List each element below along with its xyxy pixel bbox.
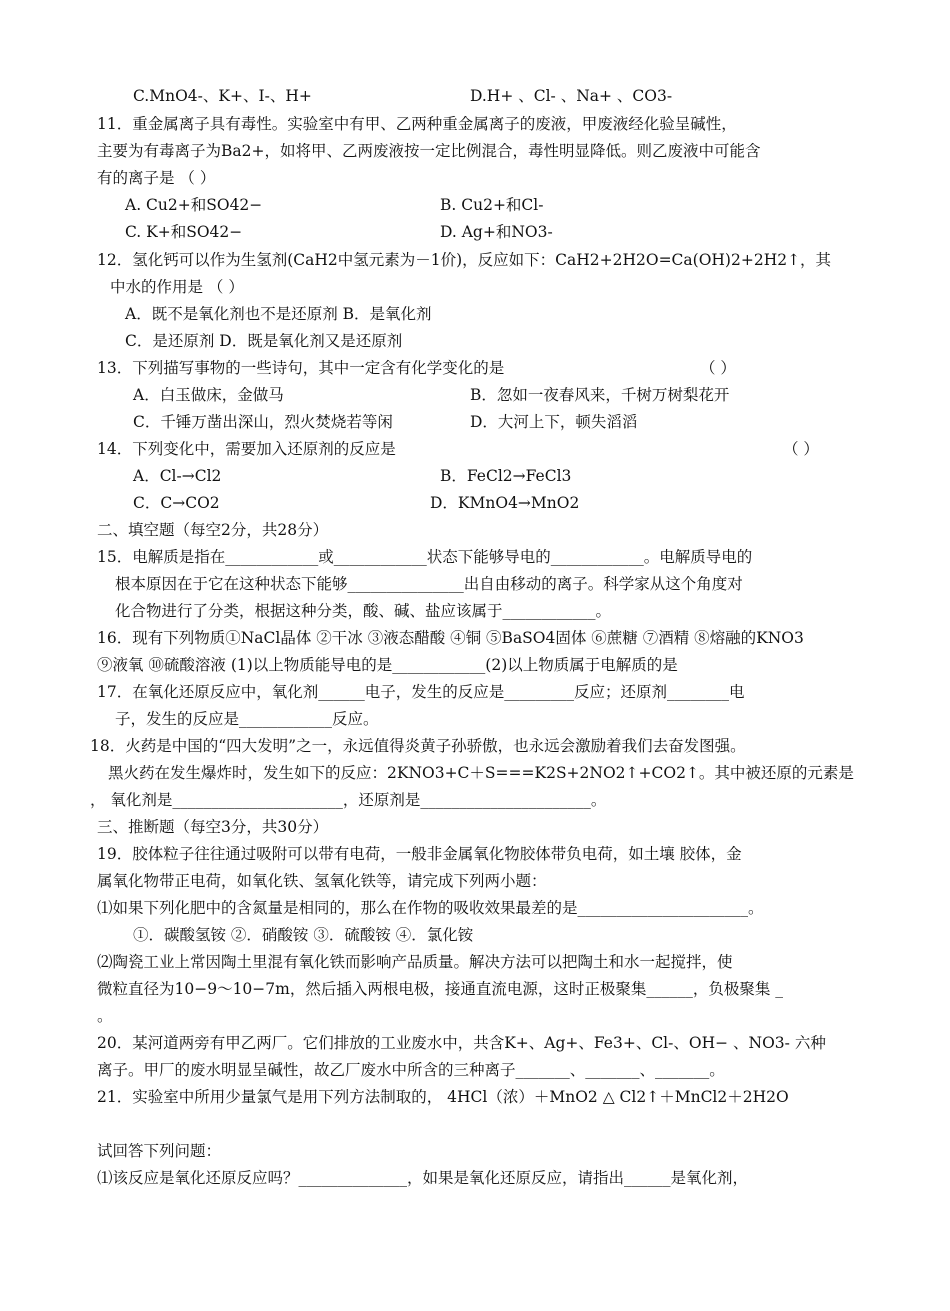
text-line: B. Cu2+和Cl- bbox=[440, 196, 544, 214]
text-line: C.MnO4-、K+、I-、H+ bbox=[133, 87, 312, 105]
text-line: C．是还原剂 D．既是氧化剂又是还原剂 bbox=[125, 332, 403, 350]
text-line: C．千锤万凿出深山，烈火焚烧若等闲 bbox=[133, 413, 393, 431]
text-line: 16．现有下列物质①NaCl晶体 ②干冰 ③液态醋酸 ④铜 ⑤BaSO4固体 ⑥蔗糖 ⑦酒精 ⑧熔融的KNO3 bbox=[97, 629, 804, 647]
text-line: A. Cu2+和SO42− bbox=[125, 196, 263, 214]
text-line: 13．下列描写事物的一些诗句，其中一定含有化学变化的是 bbox=[97, 359, 505, 377]
text-line: B．FeCl2→FeCl3 bbox=[440, 467, 572, 485]
text-line: 12．氢化钙可以作为生氢剂(CaH2中氢元素为－1价)，反应如下：CaH2+2H2O=Ca(OH)2+2H2↑，其 bbox=[97, 251, 832, 269]
text-line: D. Ag+和NO3- bbox=[440, 223, 553, 241]
text-line: ⑵陶瓷工业上常因陶土里混有氧化铁而影响产品质量。解决方法可以把陶土和水一起搅拌，使 bbox=[97, 953, 733, 971]
text-line: A．Cl-→Cl2 bbox=[133, 467, 222, 485]
text-line: ， 氧化剂是______________________，还原剂是______________________。 bbox=[90, 791, 607, 809]
text-line: ⑴如果下列化肥中的含氮量是相同的，那么在作物的吸收效果最差的是______________________。 bbox=[97, 899, 764, 917]
text-line: ⑨液氧 ⑩硫酸溶液 (1)以上物质能导电的是____________(2)以上物质属于电解质的是 bbox=[97, 656, 678, 674]
text-line: 有的离子是 （ ） bbox=[97, 169, 216, 187]
text-line: A．白玉做床，金做马 bbox=[133, 386, 284, 404]
text-line: 中水的作用是 （ ） bbox=[110, 278, 244, 296]
text-line: 主要为有毒离子为Ba2+，如将甲、乙两废液按一定比例混合，毒性明显降低。则乙废液中可能含 bbox=[97, 142, 761, 160]
text-line: 19．胶体粒子往往通过吸附可以带有电荷，一般非金属氧化物胶体带负电荷，如土壤 胶体，金 bbox=[97, 845, 742, 863]
text-line: 11．重金属离子具有毒性。实验室中有甲、乙两种重金属离子的废液，甲废液经化验呈碱性， bbox=[97, 115, 737, 133]
text-line: C. K+和SO42− bbox=[125, 223, 243, 241]
text-line: 试回答下列问题： bbox=[97, 1142, 222, 1160]
text-line: （ ） bbox=[700, 359, 736, 377]
text-line: 黑火药在发生爆炸时，发生如下的反应：2KNO3+C＋S===K2S+2NO2↑+CO2↑。其中被还原的元素是 bbox=[108, 764, 854, 782]
text-line: 20．某河道两旁有甲乙两厂。它们排放的工业废水中，共含K+、Ag+、Fe3+、Cl-、OH− 、NO3- 六种 bbox=[97, 1034, 826, 1052]
text-line: 根本原因在于它在这种状态下能够_______________出自由移动的离子。科学家从这个角度对 bbox=[115, 575, 743, 593]
text-line: D．大河上下，顿失滔滔 bbox=[470, 413, 638, 431]
text-line: 。 bbox=[97, 1007, 113, 1025]
text-line: 18．火药是中国的“四大发明”之一，永远值得炎黄子孙骄傲，也永远会激励着我们去奋发图强。 bbox=[90, 737, 746, 755]
text-line: 三、推断题（每空3分，共30分） bbox=[97, 818, 329, 836]
text-line: 15．电解质是指在____________或____________状态下能够导电的____________。电解质导电的 bbox=[97, 548, 753, 566]
text-line: D．KMnO4→MnO2 bbox=[430, 494, 580, 512]
text-line: 属氧化物带正电荷，如氧化铁、氢氧化铁等，请完成下列两小题： bbox=[97, 872, 547, 890]
text-line: 21．实验室中所用少量氯气是用下列方法制取的， 4HCl（浓）＋MnO2 △ Cl2↑＋MnCl2＋2H2O bbox=[97, 1088, 789, 1106]
text-line: C．C→CO2 bbox=[133, 494, 220, 512]
text-line: ①．碳酸氢铵 ②．硝酸铵 ③．硫酸铵 ④．氯化铵 bbox=[133, 926, 474, 944]
text-line: 子，发生的反应是____________反应。 bbox=[115, 710, 379, 728]
text-line: 微粒直径为10−9～10−7m，然后插入两根电极，接通直流电源，这时正极聚集______，负极聚集 _ bbox=[97, 980, 784, 998]
text-line: B．忽如一夜春风来，千树万树梨花开 bbox=[470, 386, 730, 404]
text-line: A．既不是氧化剂也不是还原剂 B．是氧化剂 bbox=[125, 305, 432, 323]
text-line: 14．下列变化中，需要加入还原剂的反应是 bbox=[97, 440, 396, 458]
text-line: D.H+ 、Cl- 、Na+ 、CO3- bbox=[470, 87, 673, 105]
text-line: 二、填空题（每空2分，共28分） bbox=[97, 521, 329, 539]
text-line: 离子。甲厂的废水明显呈碱性，故乙厂废水中所含的三种离子_______、_______、_______。 bbox=[97, 1061, 725, 1079]
text-line: ⑴该反应是氧化还原反应吗？______________，如果是氧化还原反应，请指出______是氧化剂， bbox=[97, 1169, 749, 1187]
text-line: 17．在氧化还原反应中，氧化剂______电子，发生的反应是_________反应；还原剂________电 bbox=[97, 683, 745, 701]
text-line: 化合物进行了分类，根据这种分类，酸、碱、盐应该属于____________。 bbox=[115, 602, 612, 620]
text-line: （ ） bbox=[783, 440, 819, 458]
